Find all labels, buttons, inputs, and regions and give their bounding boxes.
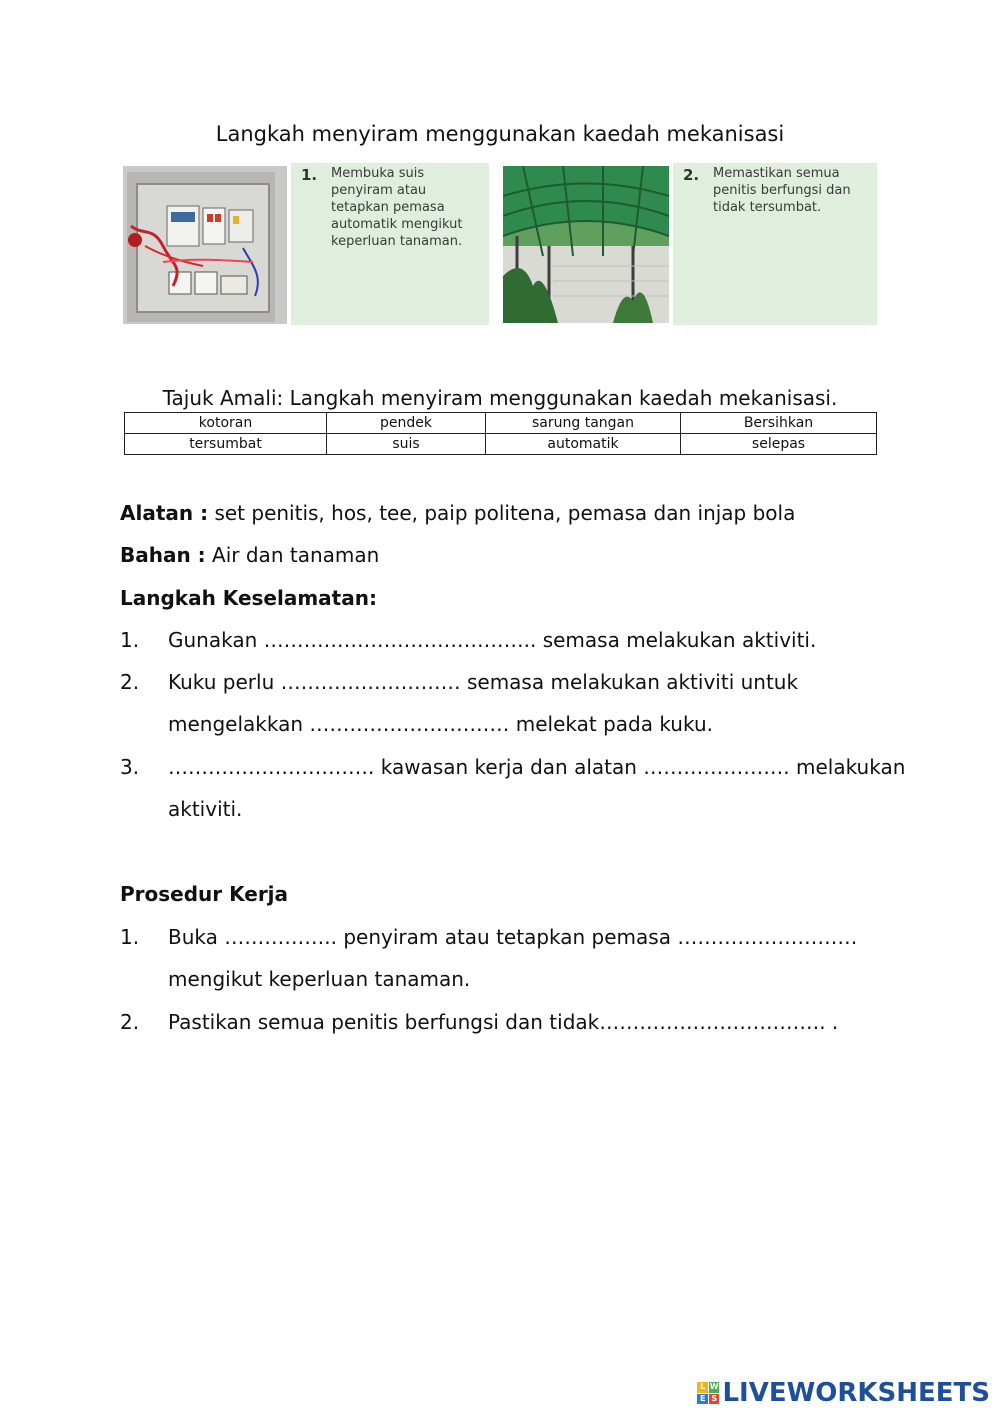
table-row bbox=[125, 413, 877, 434]
keselamatan-item-3-line-2: aktiviti. bbox=[168, 797, 243, 821]
liveworksheets-logo bbox=[697, 1378, 990, 1408]
bahan-text: Air dan tanaman bbox=[205, 543, 380, 567]
logo-letter: L bbox=[697, 1382, 708, 1393]
word-cell: pendek bbox=[327, 413, 486, 434]
table-row bbox=[125, 434, 877, 455]
prosedur-item-1-line-2: mengikut keperluan tanaman. bbox=[168, 967, 471, 991]
logo-letter: S bbox=[709, 1394, 720, 1405]
word-cell: Bersihkan bbox=[681, 413, 877, 434]
tajuk-amali: Tajuk Amali: Langkah menyiram menggunakan kaedah mekanisasi. bbox=[162, 386, 838, 410]
word-cell: sarung tangan bbox=[486, 413, 681, 434]
word-cell: suis bbox=[327, 434, 486, 455]
logo-letter: E bbox=[697, 1394, 708, 1405]
step-1-text: Membuka suis penyiram atau tetapkan pemasa automatik mengikut keperluan tanaman. bbox=[331, 166, 463, 249]
alatan-text: set penitis, hos, tee, paip politena, pemasa dan injap bola bbox=[208, 501, 796, 525]
word-bank-table bbox=[124, 412, 877, 455]
logo-mark-icon bbox=[697, 1382, 719, 1404]
list-number: 1. bbox=[120, 925, 140, 949]
step-2-panel bbox=[673, 163, 877, 325]
alatan-label: Alatan : bbox=[120, 501, 209, 525]
list-number: 2. bbox=[120, 670, 140, 694]
prosedur-heading: Prosedur Kerja bbox=[120, 882, 289, 906]
step-1-number: 1. bbox=[301, 166, 318, 184]
keselamatan-item-1: Gunakan ………………………………….. semasa melakukan aktiviti. bbox=[168, 628, 817, 652]
keselamatan-item-2-line-1: Kuku perlu ……………………… semasa melakukan aktiviti untuk bbox=[168, 670, 799, 694]
page-title: Langkah menyiram menggunakan kaedah mekanisasi bbox=[215, 122, 785, 146]
list-number: 1. bbox=[120, 628, 140, 652]
control-panel-photo bbox=[123, 166, 287, 324]
bahan-line bbox=[120, 543, 379, 567]
keselamatan-item-3-line-1: …………………………. kawasan kerja dan alatan …………………. melakukan bbox=[168, 755, 906, 779]
keselamatan-item-2-line-2: mengelakkan ………………………… melekat pada kuku. bbox=[168, 712, 713, 736]
logo-letter: W bbox=[709, 1382, 719, 1391]
list-number: 3. bbox=[120, 755, 140, 779]
word-cell: selepas bbox=[681, 434, 877, 455]
step-1-panel bbox=[291, 163, 489, 325]
step-2-text: Memastikan semua penitis berfungsi dan tidak tersumbat. bbox=[713, 166, 851, 215]
step-2-number: 2. bbox=[683, 166, 700, 184]
word-cell: tersumbat bbox=[125, 434, 327, 455]
alatan-line bbox=[120, 501, 795, 525]
bahan-label: Bahan : bbox=[120, 543, 206, 567]
brand-name: LIVEWORKSHEETS bbox=[722, 1378, 990, 1408]
prosedur-item-1-line-1: Buka …………….. penyiram atau tetapkan pemasa ……………………… bbox=[168, 925, 858, 949]
word-cell: kotoran bbox=[125, 413, 327, 434]
keselamatan-heading: Langkah Keselamatan: bbox=[120, 586, 377, 610]
prosedur-item-2: Pastikan semua penitis berfungsi dan tidak……………………………. . bbox=[168, 1010, 839, 1034]
list-number: 2. bbox=[120, 1010, 140, 1034]
word-cell: automatik bbox=[486, 434, 681, 455]
greenhouse-photo bbox=[503, 166, 669, 323]
